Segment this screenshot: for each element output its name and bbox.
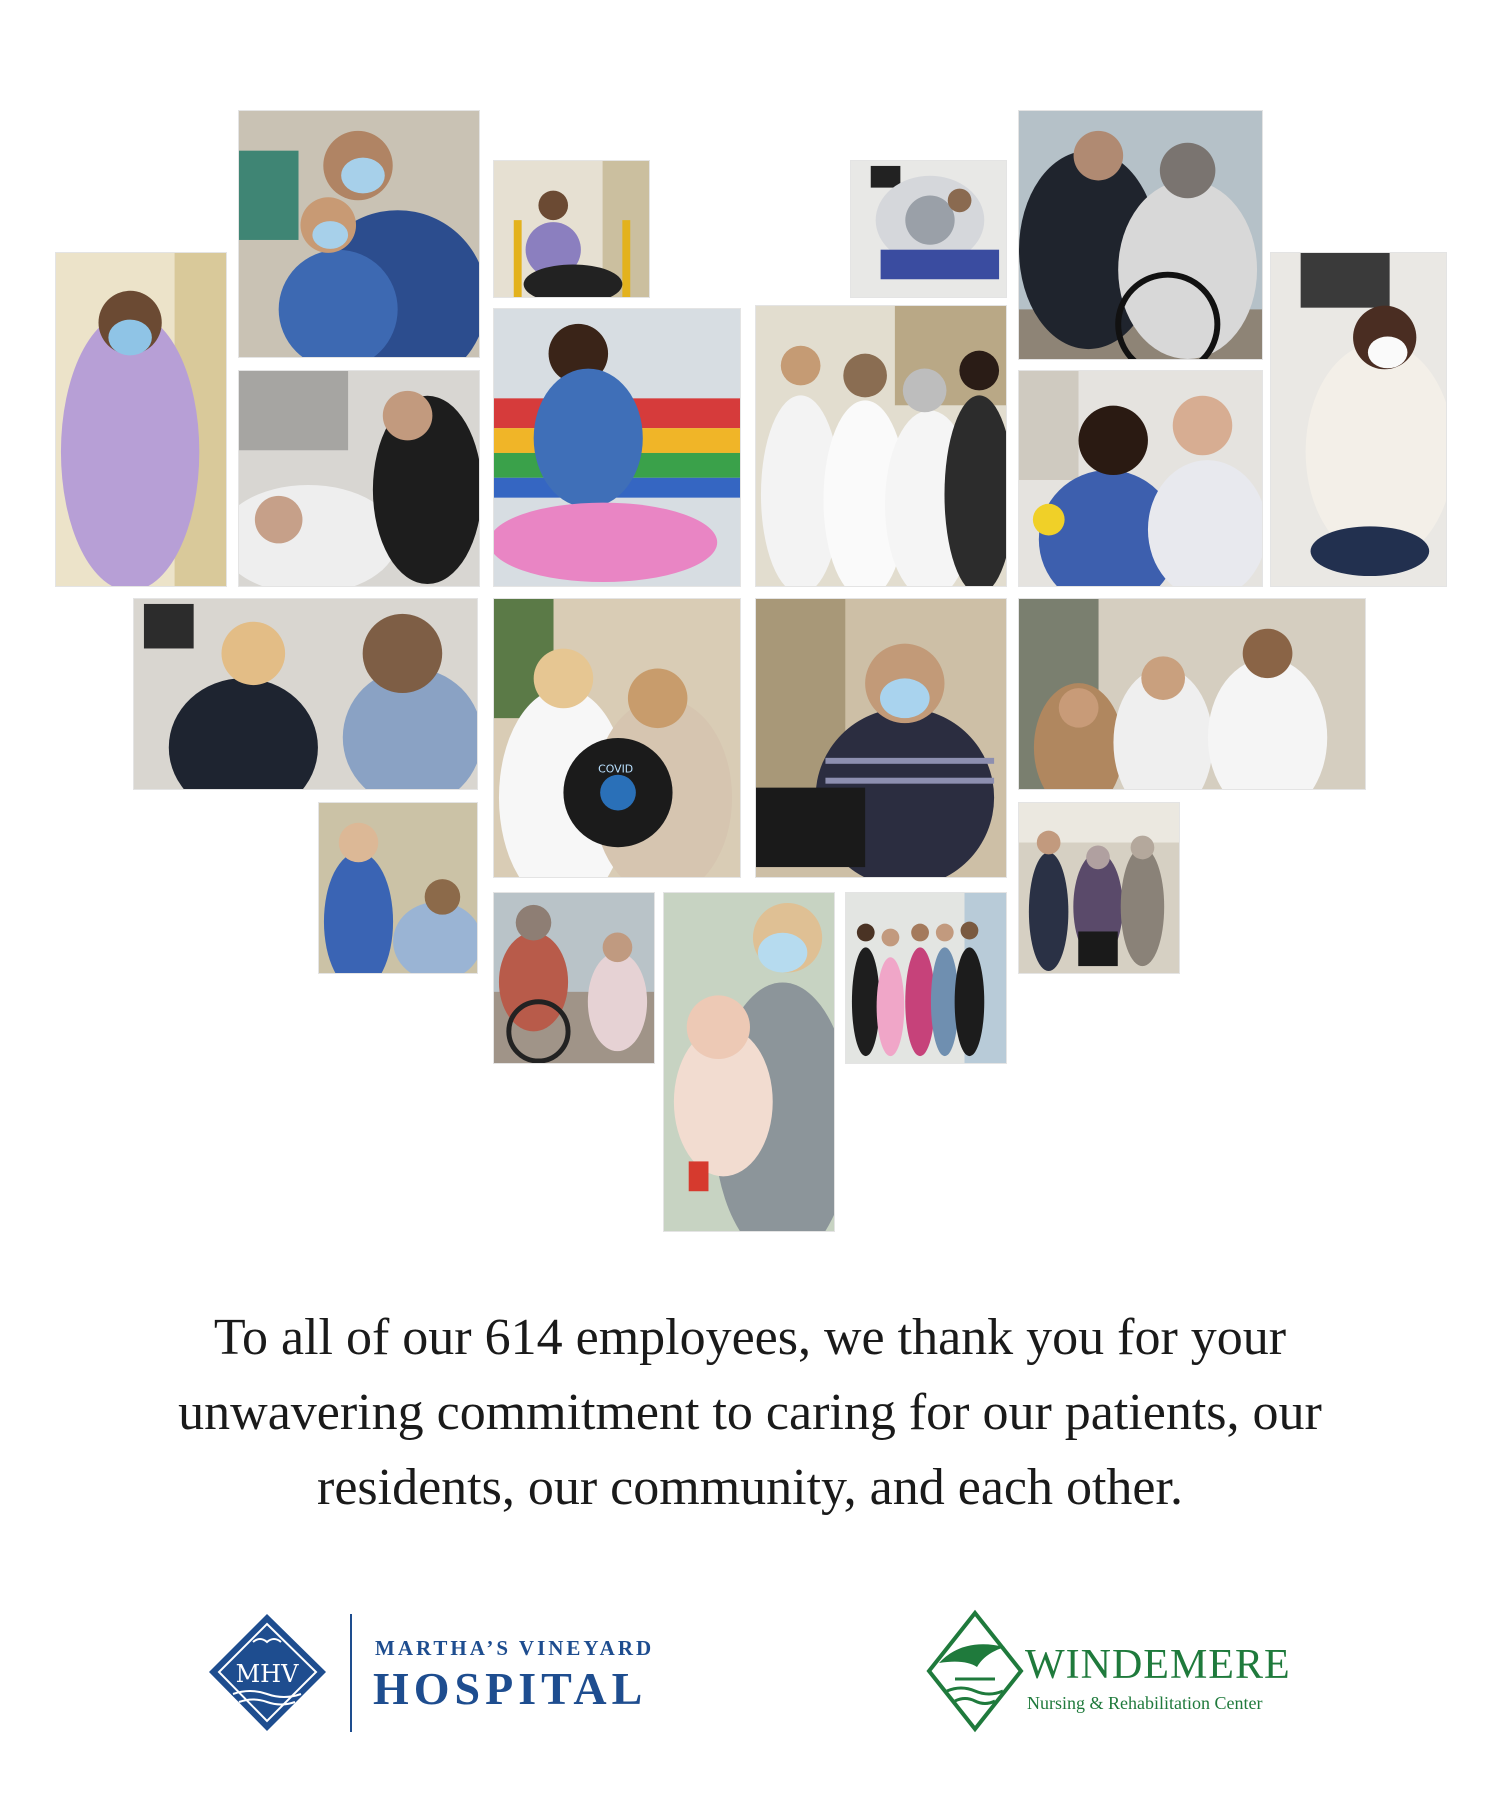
photo-hallway-bike (493, 160, 650, 298)
photo-patient-face-shield (238, 370, 480, 587)
photo-woman-white-sweater (1270, 252, 1447, 587)
photo-newborn-baby (663, 892, 835, 1232)
message-line-1: To all of our 614 employees, we thank you for your (213, 1309, 1287, 1366)
windemere-name: WINDEMERE (1025, 1642, 1291, 1688)
photo-covid-vinyl (493, 598, 741, 878)
message-line-2: unwavering commitment to caring for our patients, our (178, 1384, 1322, 1441)
photo-wheelchair-deck (493, 892, 655, 1064)
photo-pediatric-visit (1018, 370, 1263, 587)
windemere-logo (925, 1605, 1291, 1740)
photo-hearing-test (133, 598, 478, 790)
photo-therapy-mat (493, 308, 741, 587)
mvh-divider-line (350, 1614, 352, 1732)
photo-man-laptop (755, 598, 1007, 878)
photo-staff-hug (238, 110, 480, 358)
photo-imaging-scanner (850, 160, 1007, 298)
mvh-name-line-2: HOSPITAL (373, 1663, 648, 1714)
photo-pharmacy-team (755, 305, 1007, 587)
photo-three-clinicians (1018, 598, 1366, 790)
mvh-name-line-1: MARTHA’S VINEYARD (375, 1636, 655, 1660)
marthas-vineyard-hospital-logo (205, 1610, 665, 1735)
mvh-diamond-emblem (205, 1610, 330, 1735)
photo-group-of-five (845, 892, 1007, 1064)
windemere-subtitle: Nursing & Rehabilitation Center (1027, 1693, 1263, 1713)
photo-nurse-purple-scrubs (55, 252, 227, 587)
photo-nurse-bedside (318, 802, 478, 974)
thank-you-message (90, 1300, 1410, 1525)
message-line-3: residents, our community, and each other. (317, 1459, 1183, 1516)
photo-caregivers-hallway (1018, 802, 1180, 974)
vinyl-label-text: COVID (598, 762, 634, 776)
windemere-diamond-emblem (925, 1605, 1025, 1740)
mvh-monogram: MHV (235, 1660, 299, 1688)
photo-wheelchair-sailing (1018, 110, 1263, 360)
